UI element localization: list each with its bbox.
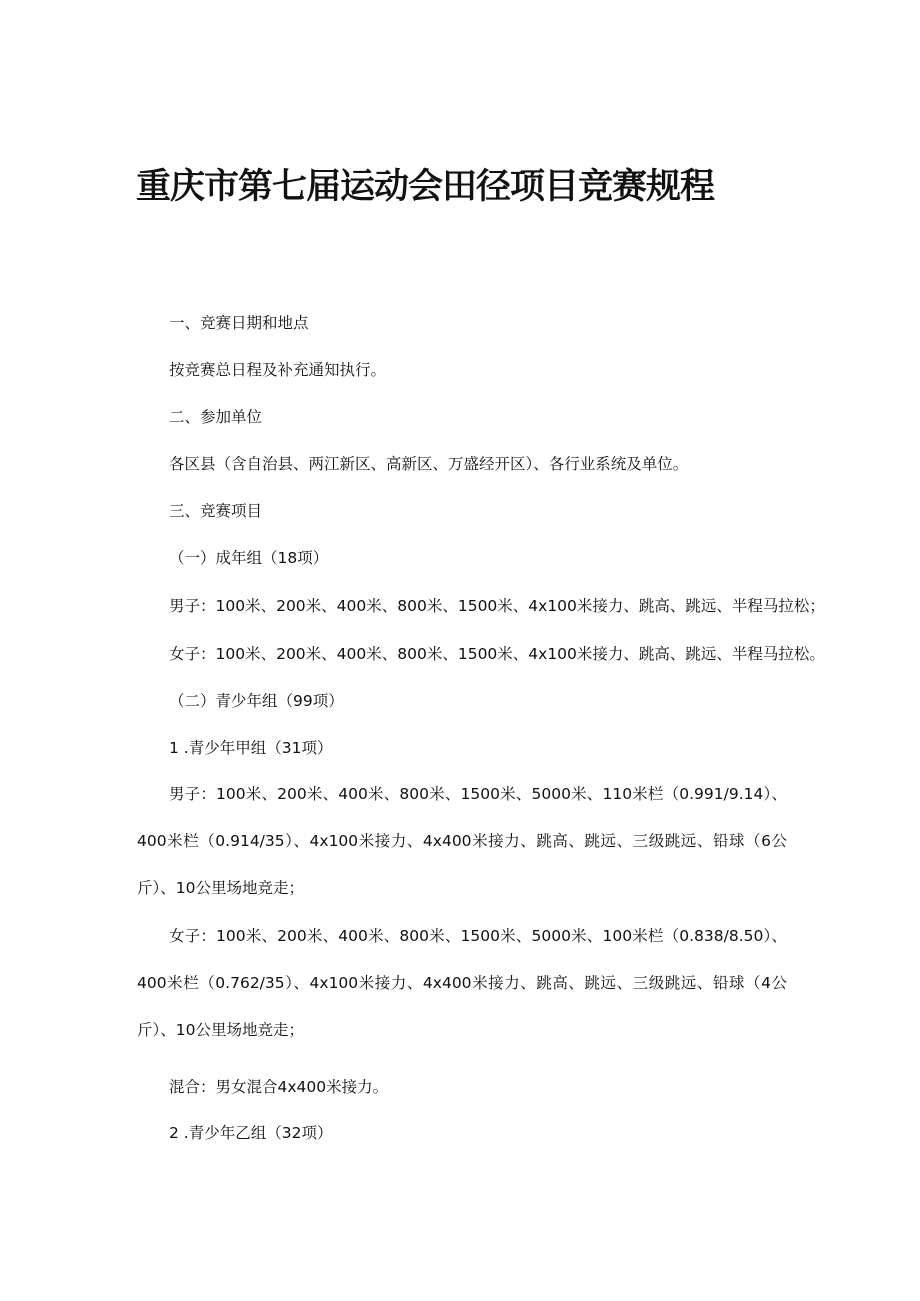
group-heading-adult: （一）成年组（18项） [169,549,329,567]
document-title: 重庆市第七届运动会田径项目竞赛规程 [136,167,715,207]
youth-a-women-events: 女子：100米、200米、400米、800米、1500米、5000米、100米栏（0.838/8.50）、400米栏（0.762/35）、4x100米接力、4x400米接力、跳高、跳远、三级跳远、铅球（4公斤）、10公里场地竞走； [137,927,787,1039]
adult-women-events: 女子：100米、200米、400米、800米、1500米、4x100米接力、跳高、跳远、半程马拉松。 [169,645,825,663]
youth-a-mixed-events: 混合：男女混合4x400米接力。 [169,1078,389,1096]
subgroup-heading-youth-b: 2 .青少年乙组（32项） [169,1124,333,1142]
section-body-participants: 各区县（含自治县、两江新区、高新区、万盛经开区）、各行业系统及单位。 [169,455,689,473]
subgroup-heading-youth-a: 1 .青少年甲组（31项） [169,739,333,757]
group-heading-youth: （二）青少年组（99项） [169,692,344,710]
youth-a-men-events: 男子：100米、200米、400米、800米、1500米、5000米、110米栏（0.991/9.14）、400米栏（0.914/35）、4x100米接力、4x400米接力、跳高、跳远、三级跳远、铅球（6公斤）、10公里场地竞走； [137,785,787,897]
adult-men-events: 男子：100米、200米、400米、800米、1500米、4x100米接力、跳高、跳远、半程马拉松； [169,597,825,615]
section-heading-participants: 二、参加单位 [169,408,263,426]
section-heading-dates: 一、竞赛日期和地点 [169,314,309,332]
section-body-dates: 按竞赛总日程及补充通知执行。 [169,361,387,379]
section-heading-events: 三、竞赛项目 [169,502,263,520]
